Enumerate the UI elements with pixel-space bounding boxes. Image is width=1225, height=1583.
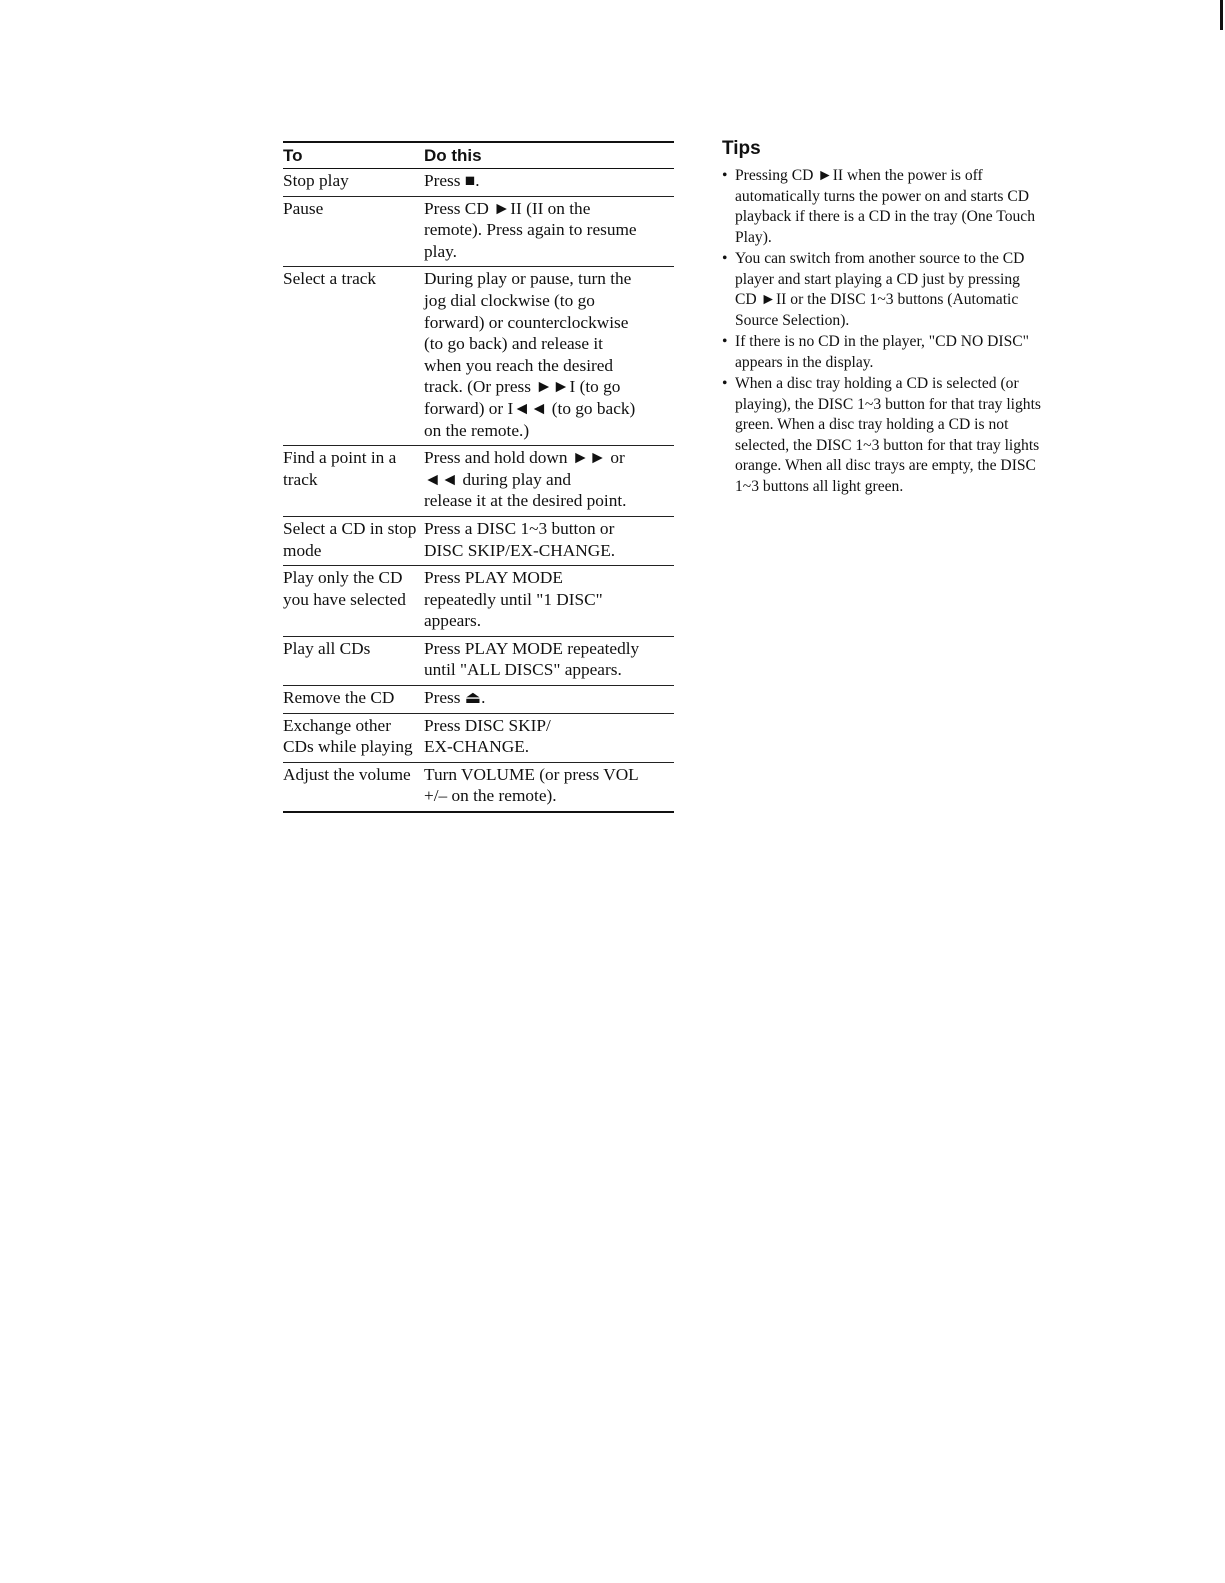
tips-section [722, 138, 1102, 498]
table-row [283, 267, 674, 446]
table-row [283, 169, 674, 197]
column-header-to: To [283, 142, 424, 169]
table-row [283, 446, 674, 517]
table-row [283, 566, 674, 637]
tip-item: • When a disc tray holding a CD is selected (or playing), the DISC 1~3 button for that tray lights green. When a disc tray holding a CD is not selected, the DISC 1~3 button for that tray lights orange. When all disc trays are empty, the DISC 1~3 buttons all light green. [722, 374, 1102, 497]
row-action: Exchange other CDs while playing [283, 713, 424, 762]
row-action: Remove the CD [283, 686, 424, 714]
scan-edge-mark [1220, 0, 1223, 30]
table-row [283, 762, 674, 812]
row-action: Find a point in a track [283, 446, 424, 517]
operations-table [283, 141, 674, 813]
row-instruction: Turn VOLUME (or press VOL +/– on the remote). [424, 762, 674, 812]
row-action: Pause [283, 196, 424, 267]
tip-item: • Pressing CD ►II when the power is off automatically turns the power on and starts CD playback if there is a CD in the tray (One Touch Play). [722, 166, 1102, 248]
row-action: Play only the CD you have selected [283, 566, 424, 637]
table-row [283, 713, 674, 762]
row-instruction: Press and hold down ►► or ◄◄ during play and release it at the desired point. [424, 446, 674, 517]
row-instruction: Press DISC SKIP/ EX-CHANGE. [424, 713, 674, 762]
row-instruction: Press PLAY MODE repeatedly until "ALL DISCS" appears. [424, 636, 674, 685]
row-action: Select a CD in stop mode [283, 516, 424, 565]
table-row [283, 196, 674, 267]
tips-list [722, 166, 1102, 497]
row-instruction: Press a DISC 1~3 button or DISC SKIP/EX-CHANGE. [424, 516, 674, 565]
row-instruction: Press ■. [424, 169, 674, 197]
row-action: Stop play [283, 169, 424, 197]
row-action: Play all CDs [283, 636, 424, 685]
row-instruction: During play or pause, turn the jog dial clockwise (to go forward) or counterclockwise (to go back) and release it when you reach the desired track. (Or press ►►I (to go forward) or I◄◄ (to go back) on the remote.) [424, 267, 674, 446]
table-row [283, 686, 674, 714]
row-instruction: Press ⏏. [424, 686, 674, 714]
tip-item: • You can switch from another source to the CD player and start playing a CD just by pressing CD ►II or the DISC 1~3 buttons (Automatic Source Selection). [722, 249, 1102, 331]
column-header-do-this: Do this [424, 142, 674, 169]
table-row [283, 516, 674, 565]
row-action: Select a track [283, 267, 424, 446]
row-instruction: Press CD ►II (II on the remote). Press again to resume play. [424, 196, 674, 267]
table-header-row [283, 142, 674, 169]
table-row [283, 636, 674, 685]
row-instruction: Press PLAY MODE repeatedly until "1 DISC" appears. [424, 566, 674, 637]
tips-title: Tips [722, 138, 761, 159]
tip-item: • If there is no CD in the player, "CD NO DISC" appears in the display. [722, 332, 1102, 373]
row-action: Adjust the volume [283, 762, 424, 812]
